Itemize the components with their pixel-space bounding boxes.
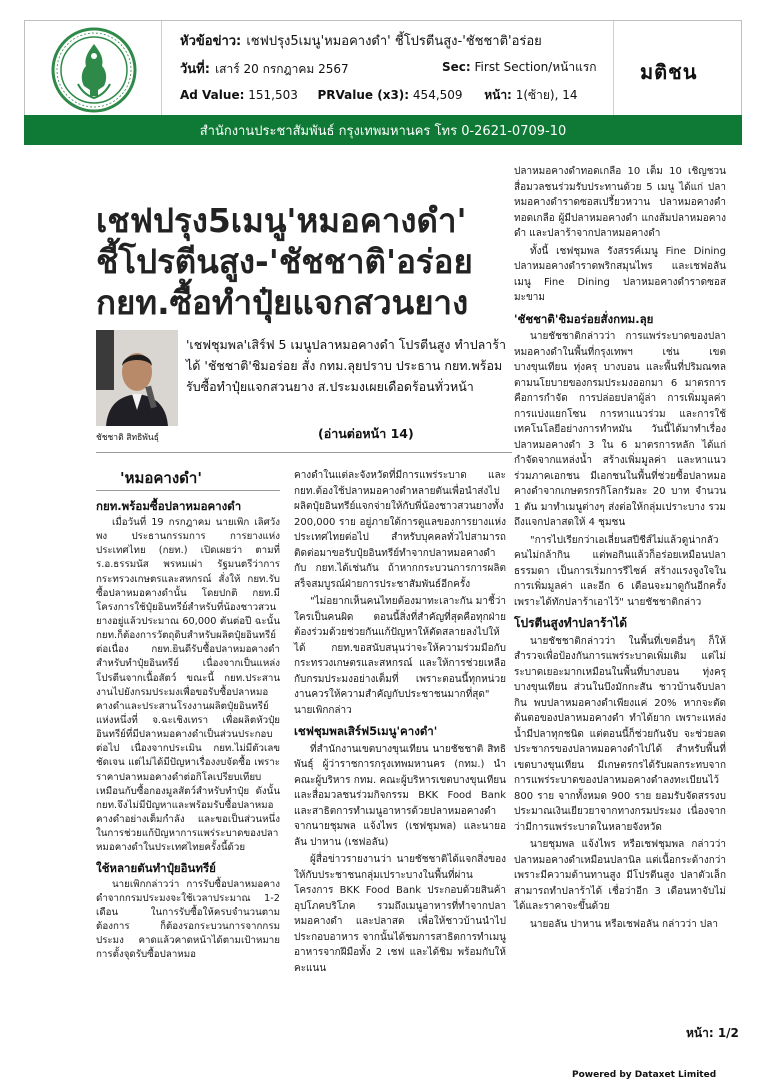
section-value: First Section/หน้าแรก	[474, 60, 597, 74]
subheading: ใช้หลายตันทำปุ๋ยอินทรีย์	[96, 861, 216, 876]
paragraph: ปลาหมอคางดำทอดเกลือ 10 เต็ม 10 เชิญชวนสื่อมวลชนร่วมรับประทานด้วย 5 เมนู ได้แก่ ปลาหมอคางดำราดซอสเปรี้ยวหวาน ปลาหมอคางดำทอดเกลือ ผู้มีปลาหมอคางดำ แกงส้มปลาหมอคางดำ และปลาร้าจากปลาหมอคางดำ	[514, 166, 726, 239]
paragraph: นายชัชชาติกล่าวว่า การแพร่ระบาดของปลาหมอคางดำในพื้นที่กรุงเทพฯ เช่น เขตบางขุนเทียน ทุ่งครุ บางบอน และพื้นที่ปริมณฑล ตามนโยบายของกรมประมงออกมา 6 มาตรการคือการกำจัด การปล่อยปลาผู้ล่า การเพิ่มมูลค่า การแบ่งแยกโซน การหาแนวร่วม และการใช้เทคโนโลยีอย่างการทำหมัน วันนี้ได้มาทำเรื่องปลาหมอคางดำ 3 ใน 6 มาตรการหลัก ได้แก่ กำจัดจากแหล่งน้ำ สร้างเพิ่มมูลค่า และหาแนวร่วมภาคเอกชน มีเอกชนในพื้นที่ช่วยซื้อปลาหมอคางดำจากเกษตรกรกิโลกรัมละ 20 บาท จำนวน 1 ตัน มาทำเมนูต่างๆ ส่งต่อให้กลุ่มเปราะบาง รวมถึงแจกปลาสดให้ 4 ชุมชน	[514, 331, 726, 528]
powered-by: Powered by Dataxet Limited	[572, 1070, 717, 1080]
bangkok-seal-logo	[48, 26, 140, 114]
article-lead: 'เชฟชุมพล'เสิร์ฟ 5 เมนูปลาหมอคางดำ โปรตีนสูง ทำปลาร้าได้ 'ชัชชาติ'ชิมอร่อย สั่ง กทม.ลุยปราบ ประธาน กยท.พร้อมรับซื้อทำปุ๋ยแจกสวนยาง ส.ประมงเผยเดือดร้อนทั่วหน้า	[186, 337, 507, 394]
header-divider	[613, 21, 614, 115]
date-row	[180, 58, 349, 79]
headline-row	[180, 30, 610, 51]
paragraph: นายอลัน ปาหาน หรือเชฟอลัน กล่าวว่า ปลา	[530, 918, 718, 930]
headline-line: ชี้โปรตีนสูง-'ชัชชาติ'อร่อย	[96, 242, 473, 281]
subheading: เชฟชุมพลเสิร์ฟ5เมนู'คางดำ'	[294, 724, 438, 738]
divider	[96, 490, 280, 491]
paragraph: "ไม่อยากเห็นคนไทยต้องมาทะเลาะกัน มาชี้ว่าใครเป็นคนผิด ตอนนี้สิ่งที่สำคัญที่สุดคือทุกฝ่ายต้องร่วมด้วยช่วยกันแก้ปัญหาให้ตัดสลายลงไปให้ได้ กยท.ขอสนับสนุนว่าจะให้ความร่วมมือกับกระทรวงเกษตรและสหกรณ์ และให้การช่วยเหลือกับกรมประมงอย่างเต็มที่ เพราะตอนนี้ทุกหน่วยงานควรให้ความสำคัญกับประชาชนมากที่สุด" นายเพิกกล่าว	[294, 596, 506, 716]
paragraph: ผู้สื่อข่าวรายงานว่า นายชัชชาติได้แจกสิ่งของให้กับประชาชนกลุ่มเปราะบางในพื้นที่ผ่านโครงการ BKK Food Bank ประกอบด้วยสินค้าอุปโภคบริโภค รวมถึงเมนูอาหารที่ทำจากปลาหมอคางดำ และปลาสด เพื่อให้ชาวบ้านนำไปประกอบอาหาร จากนั้นได้ชมการสาธิตการทำเมนูอาหารจากฝีมือทั้ง 2 เชฟ และได้ชิม พร้อมกับให้คะแนน	[294, 854, 506, 974]
text-column-1	[96, 516, 280, 964]
page-number: หน้า: 1/2	[686, 1026, 739, 1040]
value-row	[180, 86, 578, 105]
text-column-3	[514, 164, 726, 934]
paragraph: ทั้งนี้ เชฟชุมพล รังสรรค์เมนู Fine Dining ปลาหมอคางดำราดพริกสมุนไพร และเชฟอลันเมนู Fine Dining ปลาหมอคางดำราดซอสมะขาม	[514, 245, 726, 303]
subheading: โปรตีนสูงทำปลาร้าได้	[514, 616, 628, 630]
publication-brand: มติชน	[640, 60, 698, 84]
section-label: Sec:	[442, 60, 471, 74]
article-headline	[96, 200, 516, 323]
divider	[96, 452, 512, 453]
headline-line: เชฟปรุง5เมนู'หมอคางดำ'	[96, 201, 467, 240]
paragraph: นายชุมพล แจ้งไพร หรือเชฟชุมพล กล่าวว่า ปลาหมอคางดำเหมือนปลานิล แต่เนื้อกระด้างกว่า เพราะมีความต้านทานสูง มีโปรตีนสูง ปลาตัวเล็กสามารถทำปลาร้าได้ เชื่อว่าอีก 3 เดือนหาจับไม่ได้และราคาจะขึ้นด้วย	[514, 839, 726, 912]
paragraph: เมื่อวันที่ 19 กรกฎาคม นายเพิก เลิศวังพง ประธานกรรมการ การยางแห่งประเทศไทย (กยท.) เปิดเผยว่า ตามที่ ร.อ.ธรรมนัส พรหมเผ่า รัฐมนตรีว่าการกระทรวงเกษตรและสหกรณ์ สั่งให้ กยท.รับซื้อปลาหมอคางดำนั้น โดยปกติ กยท.มีโครงการใช้ปุ๋ยอินทรีย์สำหรับที่น้องชาวสวนยางอยู่แล้วประมาณ 60,000 ตันต่อปี ฉะนั้น กยท.ก็ต้องการวัตถุดิบสำหรับผลิตปุ๋ยอินทรีย์ต่อเนื่อง กยท.ยินดีรับซื้อปลาหมอคางดำสำหรับทำปุ๋ยอินทรีย์ เนื่องจากเป็นแหล่งโปรตีนจากเนื้อสัตว์ ขณะนี้ กยท.ประสานงานไปยังกรมประมงเพื่อขอรับซื้อปลาหมอคางดำและประสานโรงงานผลิตปุ๋ยอินทรีย์แห่งหนึ่งที่ จ.ฉะเชิงเทรา เพื่อผลิตหัวปุ๋ยอินทรีย์ที่มีปลาหมอคางดำเป็นส่วนประกอบต่อไป เนื่องจากประเมิน กยท.ไม่มีตัวเลขชัดเจน แต่ไม่ได้มีปัญหาเรื่องงบจัดซื้อ เพราะราคาปลาหมอคางดำต่อกิโลเปรียบเทียบเหมือนกับซื้อกองมูลสัตว์สำหรับทำปุ๋ย ดังนั้น กยท.จึงไม่มีปัญหาและพร้อมรับซื้อปลาหมอคางดำอย่างเต็มกำลัง และขอเป็นส่วนหนึ่งในการช่วยแก้ปัญหาการแพร่ระบาดของปลาหมอคางดำในประเทศไทยครั้งนี้ด้วย	[96, 517, 280, 854]
portrait-photo	[96, 330, 178, 426]
subheading: 'ชัชชาติ'ชิมอร่อยสั่งกทม.ลุย	[514, 311, 654, 326]
headline-line: กยท.ซื้อทำปุ๋ยแจกสวนยาง	[96, 283, 469, 322]
paragraph: "การไปเรียกว่าเอเลี่ยนสปีชีส์ไม่แล้วดูน่ากลัวคนไม่กล้ากิน แต่พอกินแล้วก็อร่อยเหมือนปลาธรรมดา เป็นการเริ่มการรีไซค์ สร้างแรงจูงใจในการเพิ่มมูลค่า และอีก 6 เดือนจะมาดูกันอีกครั้งเพราะได้ทักปลาร้าเอาไว้" นายชัชชาติกล่าว	[514, 534, 726, 608]
date-label: วันที่:	[180, 62, 210, 77]
ad-value: 151,503	[248, 88, 298, 102]
headline-value: เชฟปรุง5เมนู'หมอคางดำ' ชี้โปรตีนสูง-'ชัชชาติ'อร่อย	[246, 34, 542, 49]
pr-value: 454,509	[412, 88, 463, 102]
headline-label: หัวข้อข่าว:	[180, 34, 242, 49]
subheading: กยท.พร้อมซื้อปลาหมอคางดำ	[96, 499, 242, 513]
page-label: หน้า:	[484, 88, 512, 102]
office-contact-bar: สำนักงานประชาสัมพันธ์ กรุงเทพมหานคร โทร 0-2621-0709-10	[24, 115, 742, 145]
paragraph: นายเพิกกล่าวว่า การรับซื้อปลาหมอคางดำจากกรมประมงจะใช้เวลาประมาณ 1-2 เดือน ในการรับซื้อให้ครบจำนวนตามต้องการ ก็ต้องรอกระบวนการจากกรมประมง คาดแล้วคาดหน้าได้ตามเป้าหมายการตั้งจุดรับซื้อปลาหมอ	[96, 878, 280, 961]
paragraph: ที่สำนักงานเขตบางขุนเทียน นายชัชชาติ สิทธิพันธุ์ ผู้ว่าราชการกรุงเทพมหานคร (กทม.) นำคณะผู้บริหาร กทม. คณะผู้บริหารเขตบางขุนเทียน และสื่อมวลชนร่วมกิจกรรม BKK Food Bank และสาธิตการทำเมนูอาหารด้วยปลาหมอคางดำ จากนายชุมพล แจ้งไพร (เชฟชุมพล) และนายอลัน ปาหาน (เชฟอลัน)	[294, 743, 506, 848]
section-row	[442, 58, 597, 77]
photo-caption: ชัชชาติ สิทธิพันธุ์	[96, 433, 159, 443]
paragraph: นายชัชชาติกล่าวว่า ในพื้นที่เขตอื่นๆ ก็ให้สำรวจเพื่อป้องกันการแพร่ระบาดเพิ่มเติม แต่ไม่ระบาดเยอะมากเหมือนในพื้นที่บางบอน ทุ่งครุ บางขุนเทียน ส่วนในบึงมักกะสัน ชาวบ้านจับปลากิน พบปลาหมอคางดำเพียงแค่ 20% หากจะตัดต้นตอของปลาหมอคางดำ ทำได้ยาก เพราะแหล่งน้ำมีปลาทุกชนิด แต่ตอนนี้ก็ช่วยกันจับ จะช่วยลดประชากรของปลาหมอคางดำไปได้ สำหรับพื้นที่เขตบางขุนเทียน มีเกษตรกรได้รับผลกระทบจากการแพร่ระบาดของปลาหมอคางดำลงทะเบียนไว้ 800 ราย จากทั้งหมด 900 ราย ยอมรับจัดสรรงบประมาณเงินเยียวยาจากทางกรมประมง เนื่องจากว่ามีการแพร่ระบาดในหลายจังหวัด	[514, 635, 726, 833]
date-value: เสาร์ 20 กรกฎาคม 2567	[215, 62, 349, 76]
text-column-2	[294, 468, 506, 978]
continued-note: (อ่านต่อหน้า 14)	[318, 426, 414, 441]
kicker-heading: 'หมอคางดำ'	[120, 469, 202, 487]
page-value: 1(ซ้าย), 14	[515, 88, 578, 102]
paragraph: คางดำในแต่ละจังหวัดที่มีการแพร่ระบาด และ กยท.ต้องใช้ปลาหมอคางดำหลายตันเพื่อนำส่งไปผลิตปุ๋ยอินทรีย์แจกจ่ายให้กับพี่น้องชาวสวนยางทั้ง 200,000 ราย อยู่ภายใต้การดูแลของการยางแห่งประเทศไทยต่อไป สำหรับบุคคลทั่วไปสามารถติดต่อมาขอรับปุ๋ยอินทรีย์ทำจากปลาหมอคางดำกับ กยท.ได้เช่นกัน ถ้าหากกระบวนการการผลิตสร็จสมบูรณ์ฝ่ายการประชาสัมพันธ์อีกครั้ง	[294, 470, 506, 590]
ad-value-label: Ad Value:	[180, 88, 245, 102]
header-divider	[161, 21, 162, 115]
pr-value-label: PRValue (x3):	[317, 88, 410, 102]
